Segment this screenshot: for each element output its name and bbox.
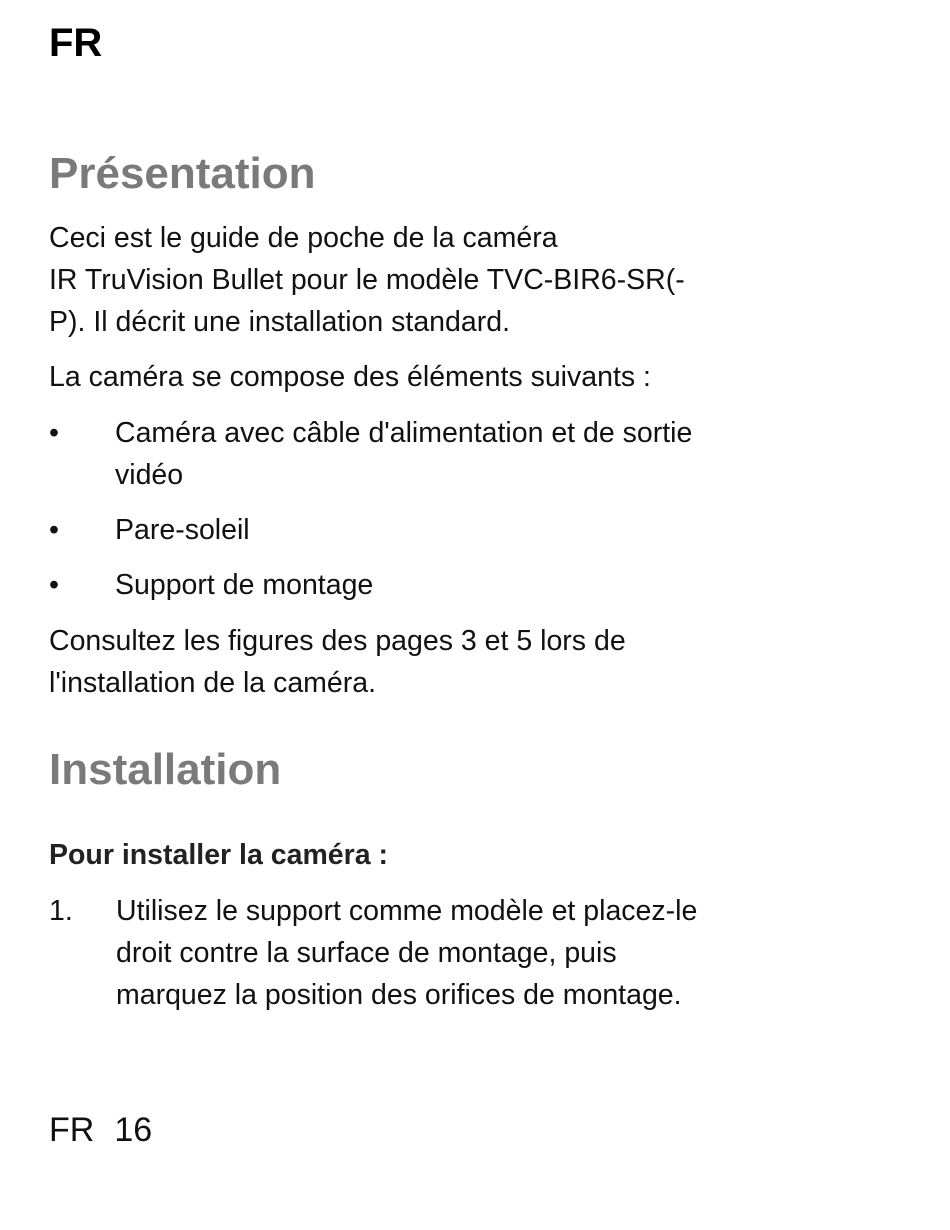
intro-paragraph	[49, 217, 809, 343]
bullet-icon: •	[49, 569, 59, 601]
bullet-icon: •	[49, 514, 59, 546]
page-number: 16	[114, 1111, 153, 1149]
list-item-text: vidéo	[115, 459, 184, 491]
page-footer	[49, 1109, 172, 1151]
list-item-text: Support de montage	[115, 569, 374, 601]
language-tag: FR	[49, 21, 103, 65]
step-number: 1.	[49, 895, 73, 927]
step-text-line: droit contre la surface de montage, puis	[116, 937, 617, 969]
intro-line: Ceci est le guide de poche de la caméra	[49, 222, 558, 254]
step-text-line: Utilisez le support comme modèle et placez-le	[116, 895, 698, 927]
figures-line: l'installation de la caméra.	[49, 667, 377, 699]
bullet-icon: •	[49, 417, 59, 449]
list-item-text: Caméra avec câble d'alimentation et de sortie	[115, 417, 693, 449]
step-text-line: marquez la position des orifices de montage.	[116, 979, 682, 1011]
section-heading-installation: Installation	[49, 745, 282, 794]
list-item-text: Pare-soleil	[115, 514, 250, 546]
intro-line: IR TruVision Bullet pour le modèle TVC-BIR6-SR(-	[49, 264, 685, 296]
figures-line: Consultez les figures des pages 3 et 5 lors de	[49, 625, 626, 657]
components-lead: La caméra se compose des éléments suivants :	[49, 361, 651, 393]
footer-language: FR	[49, 1111, 95, 1149]
intro-line: P). Il décrit une installation standard.	[49, 306, 510, 338]
procedure-subheading: Pour installer la caméra :	[49, 839, 388, 871]
figures-paragraph	[49, 620, 809, 704]
section-heading-presentation: Présentation	[49, 149, 316, 198]
